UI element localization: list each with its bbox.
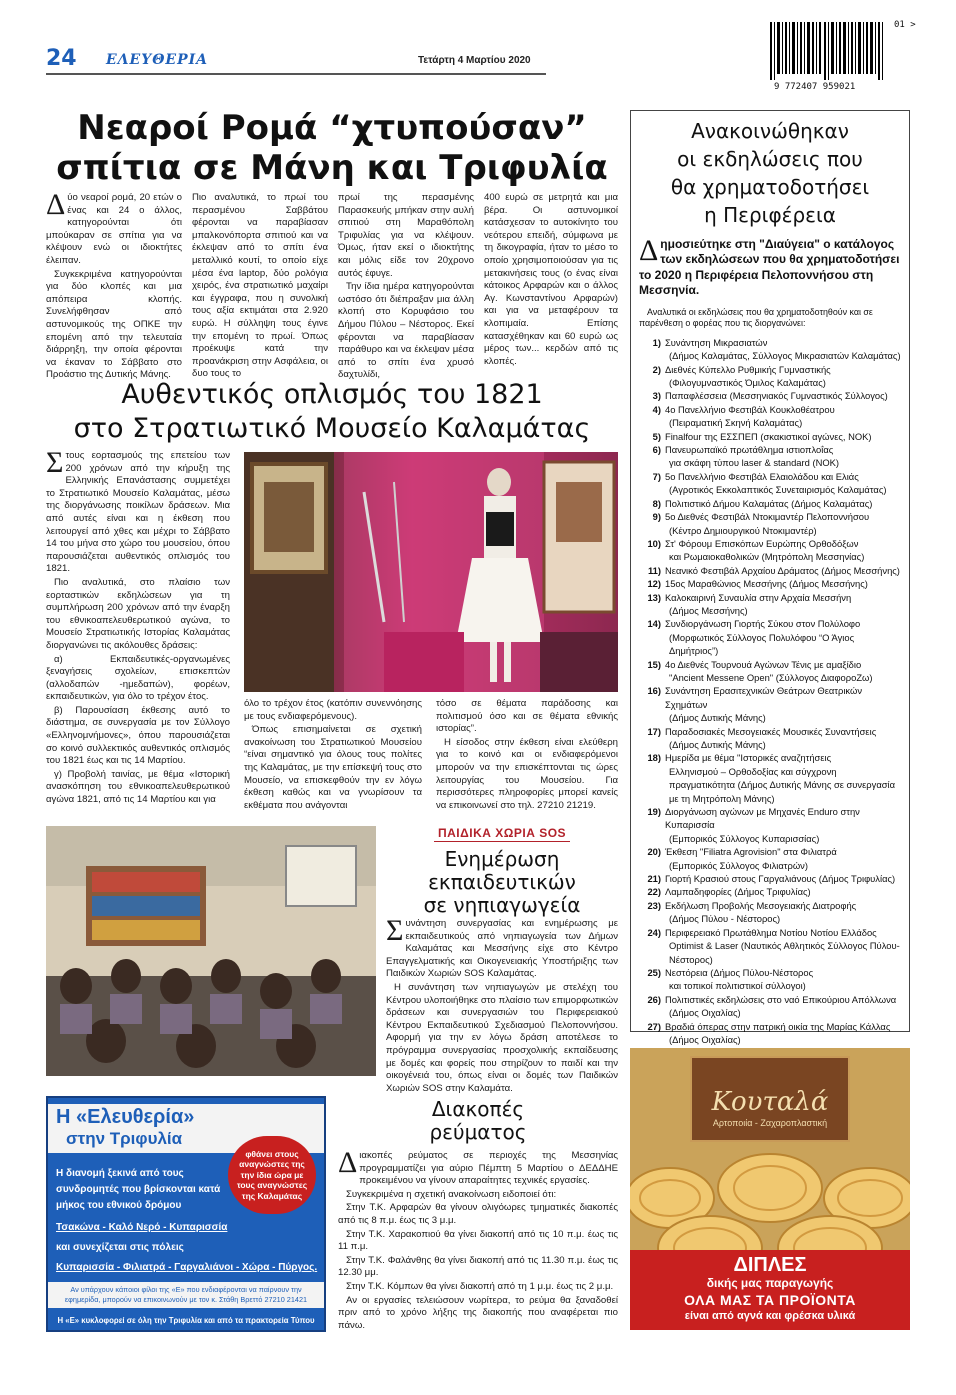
article3-kicker: ΠΑΙΔΙΚΑ ΧΩΡΙΑ SOS: [434, 826, 570, 842]
event-name: Νεστόρεια (Δήμος Πύλου-Νέστορος: [665, 966, 814, 978]
article4-title-line1: Διακοπές: [431, 1097, 525, 1121]
event-name: Συνάντηση Μικρασιατών: [665, 336, 768, 348]
event-item: [639, 805, 901, 832]
event-organizer: (Κέντρο Δημιουργικού Ντοκιμαντέρ): [669, 524, 817, 536]
event-organizer: για σκάφη τύπου laser & standard (ΝΟΚ): [669, 457, 840, 469]
article4-paragraph: Στην Τ.Κ. Χαρακοπιού θα γίνει διακοπή από τις 10 π.μ. έως τις 11 π.μ.: [338, 1228, 618, 1253]
article3-title-line3: σε νηπιαγωγεία: [423, 893, 581, 917]
event-item: [639, 725, 901, 738]
article2-col1: [46, 446, 230, 808]
koutala-line3: ΟΛΑ ΜΑΣ ΤΑ ΠΡΟΪΟΝΤΑ: [684, 1292, 856, 1308]
event-name: Πολιτιστικό Δήμου Καλαμάτας (Δήμος Καλαμάτας): [665, 497, 873, 509]
koutala-logo: [690, 1056, 850, 1142]
event-number: 17): [647, 725, 661, 737]
masthead-rule: [46, 73, 546, 75]
article1-dropcap: Δ: [46, 188, 66, 221]
event-item: [639, 899, 901, 912]
event-number: 23): [647, 899, 661, 911]
event-item: [639, 537, 901, 550]
event-number: 4): [652, 403, 661, 415]
trifylia-ad-badge: φθάνει στους αναγνώστες της την ίδια ώρα με τους αναγνώστες της Καλαμάτας: [228, 1136, 316, 1214]
event-item: [639, 845, 901, 858]
event-organizer: (Εμπορικός Σύλλογος Φιλιατρών): [669, 859, 808, 871]
article2-paragraph: τόσο σε θέματα παράδοσης και πολιτισμού όσο και σε θέματα εθνικής ιστορίας”.: [436, 698, 618, 735]
event-number: 7): [652, 470, 661, 482]
event-name: Παπαφλέσσεια (Μεσσηνιακός Γυμναστικός Σύλλογος): [665, 390, 888, 402]
sidebar-title-line3: θα χρηματοδοτήσει: [670, 175, 870, 199]
event-item: [639, 966, 901, 979]
event-name: Καλοκαιρινή Συναυλία στην Αρχαία Μεσσήνη: [665, 591, 852, 603]
event-name: Πανευρωπαϊκό πρωτάθλημα ιστιοπλοΐας: [665, 444, 834, 456]
sidebar-title-line4: η Περιφέρεια: [704, 203, 836, 227]
article4-title: [338, 1098, 618, 1144]
article1-paragraph: Συγκεκριμένα κατηγορούνται για δύο κλοπές και μια απόπειρα κλοπής. Συνελήφθησαν από αστυνομικούς της ΟΠΚΕ την επομένη από την τελευταία διάρρηξη, την οποία φέρονται να έκαναν το Σάββατο στο Προάστιο της Δυτικής Μάνης.: [46, 268, 182, 381]
event-name: Περιφερειακό Πρωτάθλημα Νοτίου Νοτίου Ελλάδος: [665, 926, 877, 938]
koutala-banner: [630, 1250, 910, 1330]
teachers-photo-image: [46, 826, 376, 1076]
event-item: [639, 658, 901, 671]
barcode-number: 9 772407 959021: [774, 82, 856, 92]
event-number: 8): [652, 497, 661, 509]
event-number: 3): [652, 390, 661, 402]
article3-body: [386, 914, 618, 1096]
article2-paragraph: Πιο αναλυτικά, στο πλαίσιο των εορταστικών εκδηλώσεων για τη συμπλήρωση 200 χρόνων από την έναρξη του εθνικοαπελευθερωτικού αγώνα, το Μουσείο Στρατιωτικής Ιστορίας Καλαμάτας διοργανώνει τις ακόλουθες δράσεις:: [46, 576, 230, 651]
event-name: Ημερίδα με θέμα "Ιστορικές αναζητήσεις: [665, 752, 832, 764]
event-number: 25): [647, 966, 661, 978]
article3-title-line2: εκπαιδευτικών: [428, 870, 576, 894]
event-organizer: (Φιλογυμναστικός Όμιλος Καλαμάτας): [669, 377, 826, 389]
event-number: 21): [647, 873, 661, 885]
event-item: [639, 872, 901, 885]
event-item: [639, 363, 901, 376]
event-number: 12): [647, 578, 661, 590]
event-item: [639, 885, 901, 898]
issue-date: Τετάρτη 4 Μαρτίου 2020: [418, 55, 531, 66]
article2-dropcap: Σ: [46, 446, 64, 479]
event-number: 6): [652, 444, 661, 456]
event-name: 5ο Πανελλήνιο Φεστιβάλ Ελαιολάδου και Ελιάς: [665, 470, 859, 482]
event-organizer: και τοπικοί πολιτιστικοί σύλλογοι): [669, 980, 806, 992]
event-number: 19): [647, 806, 661, 818]
event-organizer: (Δήμος Οιχαλίας): [669, 1007, 741, 1019]
event-number: 5): [652, 430, 661, 442]
event-number: 27): [647, 1020, 661, 1032]
event-number: 10): [647, 537, 661, 549]
event-item: [639, 430, 901, 443]
article4-paragraph: Στην Τ.Κ. Αρφαρών θα γίνουν ολιγόωρες τμηματικές διακοπές από τις 8 π.μ. έως τις 3 μ.μ.: [338, 1202, 618, 1226]
article2-paragraph: β) Παρουσίαση έκθεσης αυτό το διάστημα, σε συνεργασία με τον Σύλλογο «Ελληνομνήμονες», όπου παρουσιάζεται σο κοινό συλλεκτικός αυθεντικός οπλισμός του 1821 έως και τις 14 Μαρτίου.: [46, 704, 230, 767]
event-organizer: (Δήμος Καλαμάτας, Σύλλογος Μικρασιατών Καλαμάτας): [669, 350, 901, 362]
article1-title: [46, 108, 618, 188]
article2-paragraph: Όπως επισημαίνεται σε σχετική ανακοίνωση του Στρατιωτικού Μουσείου “είναι σημαντικό για όλους τους πολίτες της Καλαμάτας, με την επίσκεψή τους στο Μουσείο, να επισκεφθούν την εν λόγω έκθεση καθώς και να γνωρίσουν τα εκθέματα που ανάγονται: [244, 724, 422, 811]
sidebar-dropcap: Δ: [639, 234, 659, 267]
sidebar-intro: Αναλυτικά οι εκδηλώσεις που θα χρηματοδοτηθούν και σε παρένθεση ο φορέας που τις διοργανώνει:: [639, 306, 873, 329]
article1-title-line2: σπίτια σε Μάνη και Τριφυλία: [56, 148, 608, 188]
article4-paragraph: Συγκεκριμένα η σχετική ανακοίνωση ειδοποιεί ότι:: [346, 1188, 557, 1200]
event-number: 22): [647, 886, 661, 898]
event-name: Λαμπαδηφορίες (Δήμος Τριφυλίας): [665, 886, 811, 898]
event-name: Παραδοσιακές Μεσογειακές Μουσικές Συναντήσεις: [665, 725, 877, 737]
event-name: Finalfour της ΕΣΣΠΕΠ (σκακιστικοί αγώνες, ΝΟΚ): [665, 430, 872, 442]
paper-name: ΕΛΕΥΘΕΡΙΑ: [106, 52, 209, 68]
koutala-line4: είναι από αγνά και φρέσκα υλικά: [684, 1310, 856, 1322]
article2-paragraph: τους εορτασμούς της επετείου των 200 χρόνων από την κήρυξη της Ελληνικής Επανάστασης συμμετέχει το Στρατιωτικό Μουσείο Καλαμάτας, μέσω της διοργάνωσης ποικίλων δράσεων. Μια από αυτές είναι και η έκθεση που λειτουργεί από χθες και μέχρι το Σάββατο 14 του μήνα στο χώρο του μουσείου, όπου παρουσιάζεται αυθεντικός οπλισμός του 1821.: [46, 450, 230, 575]
event-number: 20): [647, 846, 661, 858]
event-name: 5ο Διεθνές Φεστιβάλ Ντοκιμαντέρ Πελοποννήσου: [665, 511, 870, 523]
barcode: [768, 20, 916, 96]
event-name: Στ' Φόρουμ Επισκόπων Ευρώπης Ορθοδόξων: [665, 537, 859, 549]
article2-title-line2: στο Στρατιωτικό Μουσείο Καλαμάτας: [73, 413, 591, 444]
article3-paragraph: Η συνάντηση των νηπιαγωγών με στελέχη του Κέντρου υλοποιήθηκε στο πλαίσιο των επιμορφωτικών δράσεων και συνεργασιών του Περιφερειακού Κέντρου Εκπαιδευτικού Σχεδιασμού Πελοποννήσου. Αφορμή για την εν λόγω δράση αποτέλεσε το πρόγραμμα συνεργασίας προσχολικής εκπαίδευσης με δομές και φορείς που στηρίζουν το παιδί και την οικογένειά του, όπως είναι οι δομές των Παιδικών Χωριών SOS στην Καλαμάτα.: [386, 981, 618, 1094]
event-item: [639, 1020, 901, 1033]
event-number: 2): [652, 363, 661, 375]
event-name: 15ος Μαραθώνιος Μεσσήνης (Δήμος Μεσσήνης): [665, 578, 868, 590]
event-item: [639, 684, 901, 711]
sidebar-lead: [639, 234, 901, 299]
event-name: Συνδιοργάνωση Γιορτής Σύκου στον Πολύλοφο: [665, 618, 861, 630]
event-item: [639, 591, 901, 604]
event-number: 9): [652, 511, 661, 523]
article4-paragraph: ιακοπές ρεύματος σε περιοχές της Μεσσηνίας προγραμματίζει για αύριο Πέμπτη 5 Μαρτίου ο ΔΕΔΔΗΕ προκειμένου να γίνουν απαραίτητες τεχνικές εργασίες.: [359, 1150, 618, 1187]
trifylia-ad-note: Αν υπάρχουν κάποιοι φίλοι της «Ε» που ενδιαφέρονται να παίρνουν την εφημερίδα, μπορούν να επικοινωνούν με τον κ. Στάθη Βρεττό 27210 21421: [48, 1282, 324, 1308]
koutala-subtitle: Αρτοποιία - Ζαχαροπλαστική: [712, 1118, 828, 1128]
event-number: 18): [647, 752, 661, 764]
koutala-brand: Κουταλά: [711, 1087, 829, 1117]
event-organizer: (Δήμος Μεσσήνης): [669, 604, 748, 616]
article1-col2: [192, 192, 328, 382]
article1-col3: [338, 192, 474, 383]
barcode-image: [768, 20, 892, 82]
event-item: [639, 564, 901, 577]
sidebar-lead-text: ημοσιεύτηκε στη "Διαύγεια" ο κατάλογος των εκδηλώσεων που θα χρηματοδοτήσει το 2020 η Περιφέρεια Πελοποννήσου στη Μεσσηνία.: [639, 237, 900, 298]
page-number: 24: [46, 46, 77, 71]
event-organizer: (Δήμος Δυτικής Μάνης): [669, 739, 766, 750]
koutala-line1: ΔΙΠΛΕΣ: [733, 1254, 807, 1276]
event-number: 14): [647, 618, 661, 630]
article2-title-line1: Αυθεντικός οπλισμός του 1821: [121, 379, 543, 410]
event-organizer: Ελληνισμού – Ορθοδοξίας και σύγχρονη πραγματικότητα (Δήμος Δυτικής Μάνης σε συνεργασία με τη Μητρόπολη Μάνης): [669, 765, 896, 804]
event-name: Έκθεση "Filiatra Agrovision" στα Φιλιατρά: [665, 846, 837, 858]
sidebar-title-line2: οι εκδηλώσεις που: [677, 147, 863, 171]
event-organizer: "Ancient Messene Open" (Σύλλογος ΔιαφοροΖω): [669, 671, 873, 683]
event-item: [639, 993, 901, 1006]
barcode-code: 01 >: [894, 20, 916, 30]
event-name: 4ο Διεθνές Τουρνουά Αγώνων Τένις με αμαξίδιο: [665, 658, 862, 670]
event-number: 15): [647, 658, 661, 670]
article4-paragraph: Στην Τ.Κ. Φαλάνθης θα γίνει διακοπή από τις 11.30 π.μ. έως τις 12.30 μμ.: [338, 1254, 618, 1279]
event-name: Νεανικό Φεστιβάλ Αρχαίου Δράματος (Δήμος Μεσσήνης): [665, 564, 900, 576]
trifylia-ad: [46, 1096, 326, 1332]
trifylia-ad-text1: Η διανομή ξεκινά από τους συνδρομητές που βρίσκονται κατά μήκος του εθνικού δρόμου: [56, 1168, 221, 1211]
article3-dropcap: Σ: [386, 914, 404, 947]
event-organizer: (Δήμος Πύλου - Νέστορος): [669, 913, 781, 925]
article4-paragraph: Στην Τ.Κ. Κόμπων θα γίνει διακοπή από τη 1 μ.μ. έως τις 2 μ.μ.: [346, 1280, 614, 1292]
event-name: Εκδήλωση Προβολής Μεσογειακής Διατροφής: [665, 899, 857, 911]
koutala-line2: δικής μας παραγωγής: [706, 1276, 834, 1290]
article1-paragraph: Την ίδια ημέρα κατηγορούνται ωστόσο ότι διέπραξαν μια άλλη κλοπή στο Κορυφάσιο του Δήμου Πύλου – Νέστορος. Εκεί φέρονται να παραβίασαν παράθυρο και να έκλεψαν μέσα από το σπίτι ένα χρυσό δαχτυλίδι,: [338, 281, 474, 381]
article1-paragraph: ύο νεαροί ρομά, 20 ετών ο ένας και 24 ο άλλος, κατηγορούνται ότι μπούκαραν σε σπίτια για να κλέψουν ενώ οι ιδιοκτήτες έλειπαν.: [46, 192, 182, 266]
event-item: [639, 389, 901, 402]
museum-photo: [244, 452, 618, 692]
event-number: 16): [647, 685, 661, 697]
sidebar-title-line1: Ανακοινώθηκαν: [691, 119, 849, 143]
article2-paragraph: Η είσοδος στην έκθεση είναι ελεύθερη για το κοινό και οι ενδιαφερόμενοι μπορούν να την επισκέπτονται τις ώρες λειτουργίας του Μουσείου. Για περισσότερες πληροφορίες μπορεί κανείς να επικοινωνεί στο τηλ. 27210 21219.: [436, 736, 618, 811]
event-name: 4ο Πανελλήνιο Φεστιβάλ Κουκλοθέατρου: [665, 403, 835, 415]
museum-photo-image: [244, 452, 618, 692]
event-organizer: και Ρωμαιοκαθολικών (Μητρόπολη Μεσσηνίας): [669, 551, 865, 563]
article1-col4: [484, 192, 618, 369]
article1-paragraph: 400 ευρώ σε μετρητά και μια βέρα. Οι αστυνομικοί κατάσχεσαν το αυτοκίνητο του νεότερου επειδή, σύμφωνα με τη δικογραφία, ήταν το μέσο το οποίο χρησιμοποιούσαν για τις μετακινήσεις τους (ο ένας είναι κάτοικος Αρφαρών και ο άλλος Αγ. Κωνσταντίνου Αρφαρών) και για να μεταφέρουν τα κλοπιμαία. Επίσης κατασχέθηκαν και 60 ευρώ ως μέρος των... κερδών από τις κλοπές.: [484, 192, 618, 367]
article2-paragraph: όλο το τρέχον έτος (κατόπιν συνεννόησης με τους ενδιαφερόμενους).: [244, 698, 422, 722]
event-item: [639, 497, 901, 510]
article3-paragraph: υνάντηση συνεργασίας και ενημέρωσης με εκπαιδευτικούς από νηπιαγωγεία των Δήμων Καλαμάτας και Μεσσήνης είχε στο Κέντρο Επαγγελματικής και Οικογενειακής Υποστήριξης των Παιδικών Χωριών SOS Καλαμάτας.: [386, 918, 618, 980]
event-number: 1): [652, 336, 661, 348]
article4-body: [338, 1146, 618, 1333]
trifylia-ad-footer: Η «Ε» κυκλοφορεί σε όλη την Τριφυλία και από τα πρακτορεία Τύπου: [57, 1316, 315, 1325]
article2-paragraph: α) Εκπαιδευτικές-οργανωμένες ξεναγήσεις σχολείων, επισκεπτών (αλλοδαπών -ημεδαπών), φορέων, εκπαιδευτικών, για όλο το τρέχον έτος.: [46, 653, 230, 703]
event-item: [639, 751, 901, 764]
masthead: [46, 40, 606, 80]
article1-paragraph: πρωί της περασμένης Παρασκευής μπήκαν στην αυλή σπιτιού στη Μαραθόπολη Τριφυλίας για να κλέψουν. Όμως, ήταν εκεί ο ιδιοκτήτης και μόλις είδε τον 20χρονο αυτός έφυγε.: [338, 192, 474, 279]
event-item: [639, 470, 901, 483]
article2-paragraph: γ) Προβολή ταινίας, με θέμα «Ιστορική ανασκόπηση του εθνικοαπελευθερωτικού αγώνα 1821, από τις 14 Μαρτίου και για: [46, 768, 230, 806]
article3-title: [386, 848, 618, 917]
article3-header: [386, 824, 618, 917]
event-name: Διεθνές Κύπελλο Ρυθμικής Γυμναστικής: [665, 363, 831, 375]
events-list: [639, 336, 901, 1087]
event-item: [639, 510, 901, 523]
article2-col3: [436, 698, 618, 813]
event-organizer: Optimist & Laser (Ναυτικός Αθλητικός Σύλλογος Πύλου-Νέστορος): [669, 940, 900, 965]
article4-title-line2: ρεύματος: [429, 1120, 527, 1144]
event-name: Συνάντηση Ερασιτεχνικών Θεάτρων Θεατρικών Σχημάτων: [665, 685, 863, 710]
event-name: Βραδιά όπερας στην πατρική οικία της Μαρίας Κάλλας: [665, 1020, 891, 1032]
article3-title-line1: Ενημέρωση: [444, 847, 560, 871]
trifylia-ad-body: [56, 1166, 228, 1214]
teachers-photo: [46, 826, 376, 1076]
event-item: [639, 443, 901, 456]
event-item: [639, 577, 901, 590]
trifylia-ad-title-line2: στην Τριφυλία: [66, 1129, 183, 1148]
koutala-ad: [630, 1048, 910, 1330]
event-organizer: (Δήμος Δυτικής Μάνης): [669, 712, 766, 724]
article4-dropcap: Δ: [338, 1146, 358, 1179]
trifylia-ad-text2: και συνεχίζεται στις πόλεις: [56, 1242, 184, 1253]
trifylia-ad-highlight2: Κυπαρισσία - Φιλιατρά - Γαργαλιάνοι - Χώρα - Πύργος.: [56, 1262, 318, 1273]
event-number: 11): [647, 564, 661, 576]
event-organizer: (Πειραματική Σκηνή Καλαμάτας): [669, 417, 803, 429]
event-item: [639, 617, 901, 630]
event-number: 24): [647, 926, 661, 938]
event-name: Γιορτή Κρασιού στους Γαργαλιάνους (Δήμος Τριφυλίας): [665, 873, 896, 885]
event-organizer: (Δήμος Οιχαλίας): [669, 1033, 741, 1045]
sidebar-box: [630, 110, 910, 1045]
event-item: [639, 926, 901, 939]
event-number: 26): [647, 993, 661, 1005]
event-name: Πολιτιστικές εκδηλώσεις στο ναό Επικούριου Απόλλωνα: [665, 993, 897, 1005]
trifylia-ad-highlight1: Τσακώνα - Καλό Νερό - Κυπαρισσία: [56, 1222, 228, 1233]
event-name: Διοργάνωση αγώνων με Μηχανές Enduro στην Κυπαρισσία: [665, 806, 860, 831]
article4-paragraph: Αν οι εργασίες τελειώσουν νωρίτερα, το ρεύμα θα ξαναδοθεί πριν από το χρόνο λήξης της διακοπής που αναφέρεται πιο πάνω.: [338, 1294, 618, 1331]
article1-title-line1: Νεαροί Ρομά “χτυπούσαν”: [77, 108, 587, 148]
article1-paragraph: Πιο αναλυτικά, το πρωί του περασμένου Σαββάτου φέρονται να παραβίασαν μπαλκονόπορτα σπιτιού και να έκλεψαν από το σπίτι ένα μεταλλικό κουτί, το οποίο είχε μέσα ένα laptop, δύο ρολόγια χειρός, ένα στρατιωτικό μαχαίρι και έγγραφα, που η συνολική τους αξία εκτιμάται στα 2.920 ευρώ. Η σύλληψη τους έγινε την επομένη το πρωί. Όπως προέκυψε κατά την προανάκριση στην Ασφάλεια, οι δυο τους το: [192, 192, 328, 380]
event-item: [639, 336, 901, 349]
event-organizer: (Αγροτικός Εκκολαπτικός Συνεταιρισμός Καλαμάτας): [669, 484, 887, 496]
article1-col1: [46, 188, 182, 383]
event-number: 13): [647, 591, 661, 603]
article2-title: [46, 378, 618, 446]
event-item: [639, 403, 901, 416]
article2-col2: [244, 698, 422, 813]
event-organizer: (Μορφωτικός Σύλλογος Πολυλόφου “Ο Άγιος Δημήτριος”): [669, 631, 855, 657]
trifylia-ad-title-line1: Η «Ελευθερία»: [56, 1106, 195, 1128]
event-organizer: (Εμπορικός Σύλλογος Κυπαρισσίας): [669, 832, 820, 844]
sidebar-title: [639, 117, 901, 229]
